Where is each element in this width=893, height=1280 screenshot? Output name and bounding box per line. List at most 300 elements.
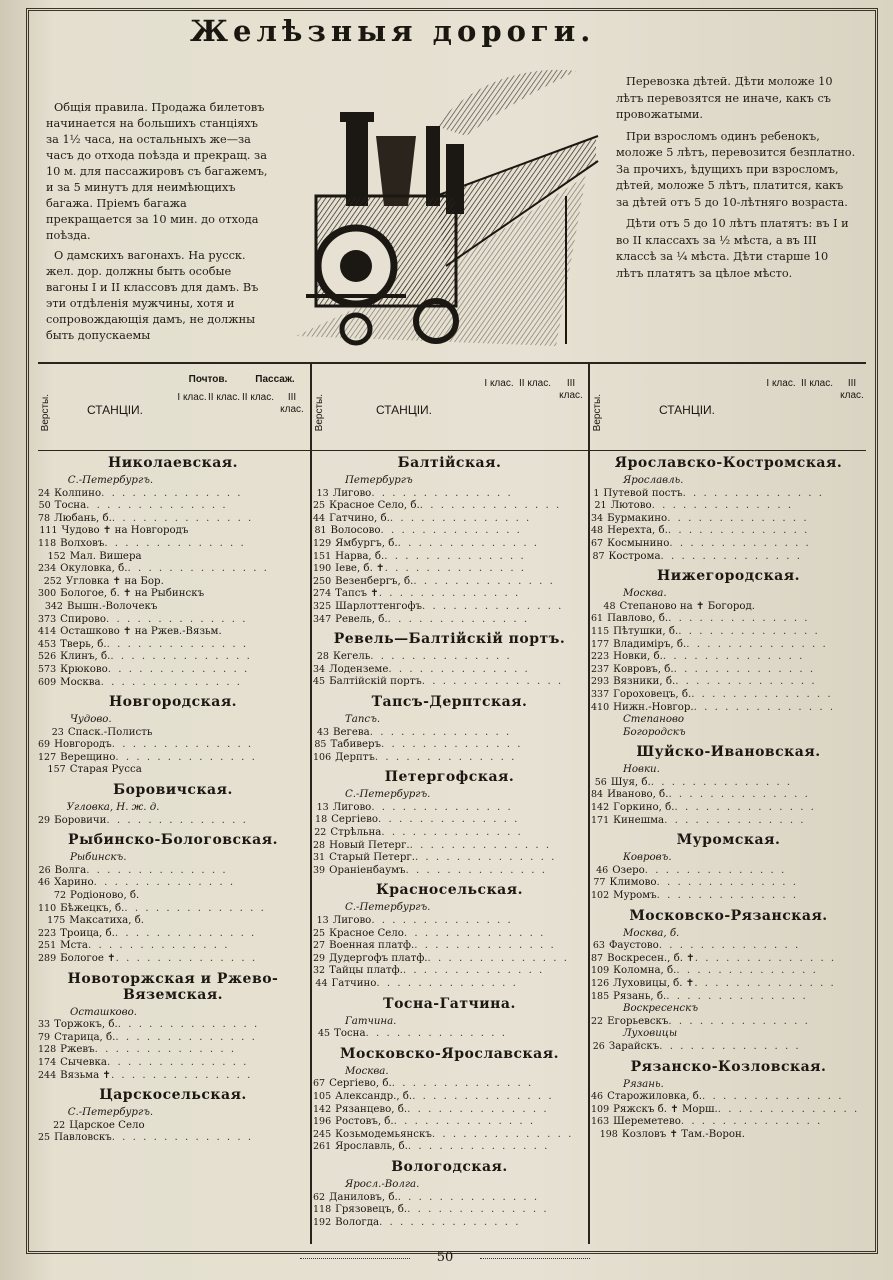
- railway-section-title: Новоторжская и Ржево-Вяземская.: [67, 970, 279, 1003]
- distance-versts: 24: [38, 487, 51, 499]
- railway-section-title: Петергофская.: [384, 769, 515, 786]
- distance-versts: 142: [313, 1103, 332, 1115]
- class-3-header: III клас.: [840, 378, 864, 401]
- locomotive-engraving: [286, 66, 606, 356]
- station-row: [313, 714, 586, 727]
- station-name: Мал. Вишера: [69, 550, 142, 562]
- station-name: Шуя, б.: [610, 776, 651, 788]
- distance-versts: 63: [592, 940, 605, 952]
- timetable-column-2: [313, 450, 586, 1229]
- distance-versts: 1: [593, 487, 600, 499]
- station-name: Лигово: [332, 487, 372, 499]
- station-name: Даниловъ, б.: [329, 1191, 398, 1203]
- leader-dots: . . . . . . . . . . . . . .: [431, 1128, 574, 1140]
- station-name: Лигово: [332, 915, 372, 927]
- station-name: Волховъ: [60, 537, 105, 549]
- distance-versts: 29: [38, 814, 51, 826]
- ladies-cars-paragraph: О дамскихъ вагонахъ. На русск. жел. дор. должны быть особые вагоны I и II классовъ для дамъ. Въ эти отдѣленія мужчины, хотя и сопровождающія дамъ, не должны быть допускаемы: [46, 249, 259, 342]
- station-name: Бурмакино: [607, 512, 668, 524]
- station-row: [591, 1091, 866, 1104]
- leader-dots: . . . . . . . . . . . . . .: [668, 789, 810, 801]
- leader-dots: . . . . . . . . . . . . . .: [421, 676, 564, 688]
- class-3-header: III клас.: [559, 378, 583, 401]
- distance-versts: 609: [38, 676, 57, 688]
- station-row: [591, 940, 866, 953]
- station-row: [591, 639, 866, 652]
- station-name: Шарлоттенгофъ: [335, 600, 422, 612]
- distance-versts: 13: [316, 801, 329, 813]
- leader-dots: . . . . . . . . . . . . . .: [381, 739, 523, 751]
- station-name: Сергіево: [331, 814, 378, 826]
- leader-dots: . . . . . . . . . . . . . .: [675, 676, 817, 688]
- station-name: Бологое, б. ✝ на Рыбинскъ: [60, 588, 205, 600]
- station-name: Гатчина.: [345, 1015, 397, 1027]
- station-name: Крюково: [60, 663, 108, 675]
- distance-versts: 573: [38, 663, 57, 675]
- station-name: Харино: [54, 877, 94, 889]
- station-row: [591, 802, 866, 815]
- versty-header: Версты.: [592, 394, 603, 432]
- versty-header: Версты.: [40, 394, 51, 432]
- station-name: Ржевъ: [60, 1044, 95, 1056]
- table-top-rule: [38, 362, 866, 364]
- station-name: Ковровъ, б.: [613, 663, 674, 675]
- distance-versts: 13: [316, 487, 329, 499]
- station-row: [38, 1120, 308, 1133]
- station-row: [591, 500, 866, 513]
- distance-versts: 223: [591, 651, 610, 663]
- station-name: Іеве, б. ✝: [335, 563, 385, 575]
- stations-header: СТАНЦІИ.: [86, 403, 144, 417]
- station-row: [38, 714, 308, 727]
- station-name: Вегева: [333, 726, 370, 738]
- station-name: Ковровъ.: [623, 852, 672, 864]
- leader-dots: . . . . . . . . . . . . . .: [419, 500, 562, 512]
- leader-dots: . . . . . . . . . . . . . .: [414, 852, 557, 864]
- table-header-2: [314, 368, 586, 450]
- distance-versts: 18: [315, 814, 328, 826]
- station-row: [591, 953, 866, 966]
- station-name: Нерехта, б.: [607, 525, 668, 537]
- distance-versts: 373: [38, 613, 57, 625]
- station-row: [591, 815, 866, 828]
- children-transport-text: [616, 74, 856, 287]
- station-row: [38, 576, 308, 589]
- station-name: Волга: [54, 864, 87, 876]
- distance-versts: 85: [314, 739, 327, 751]
- station-name: Богородскъ: [623, 726, 686, 738]
- timetable-column-3: [591, 450, 866, 1142]
- station-name: Рыбинскъ.: [70, 852, 127, 864]
- leader-dots: . . . . . . . . . . . . . .: [365, 1028, 507, 1040]
- station-name: Кинешма: [613, 814, 665, 826]
- distance-versts: 25: [313, 500, 326, 512]
- column-separator-1: [310, 364, 312, 1244]
- station-row: [313, 676, 586, 689]
- distance-versts: 27: [313, 940, 326, 952]
- station-name: Тапсъ.: [345, 713, 381, 725]
- station-name: Ямбургъ, б.: [335, 537, 398, 549]
- station-name: С.-Петербургъ.: [67, 475, 154, 486]
- leader-dots: . . . . . . . . . . . . . .: [656, 890, 799, 902]
- station-row: [591, 1041, 866, 1054]
- station-row: [313, 827, 586, 840]
- station-row: [313, 752, 586, 765]
- leader-dots: . . . . . . . . . . . . . .: [371, 801, 513, 813]
- station-name: Вязьма ✝: [60, 1069, 111, 1081]
- postal-header: Почтов.: [188, 374, 228, 385]
- distance-versts: 28: [313, 839, 326, 851]
- distance-versts: 33: [38, 1019, 51, 1031]
- station-name: Гороховецъ, б.: [613, 688, 692, 700]
- station-row: [38, 815, 308, 828]
- distance-versts: 79: [38, 1031, 51, 1043]
- station-name: Москва.: [345, 1065, 389, 1077]
- railway-section-title: Ревель—Балтійскій портъ.: [333, 631, 566, 648]
- leader-dots: . . . . . . . . . . . . . .: [374, 751, 517, 763]
- station-row: [313, 538, 586, 551]
- station-row: [313, 1078, 586, 1091]
- station-name: Грязовецъ, б.: [335, 1204, 408, 1216]
- station-name: Рязань, б.: [613, 990, 667, 1002]
- station-row: [313, 1104, 586, 1117]
- distance-versts: 78: [38, 512, 51, 524]
- leader-dots: . . . . . . . . . . . . . .: [658, 940, 801, 952]
- station-name: Старая Русса: [69, 764, 142, 776]
- class-2-header: II клас.: [801, 378, 833, 389]
- station-row: [591, 1028, 866, 1041]
- leader-dots: . . . . . . . . . . . . . .: [667, 512, 809, 524]
- distance-versts: 111: [39, 525, 58, 537]
- leader-dots: . . . . . . . . . . . . . .: [686, 638, 828, 650]
- versty-header: Версты.: [314, 394, 325, 432]
- station-row: [38, 890, 308, 903]
- distance-versts: 105: [313, 1090, 332, 1102]
- distance-versts: 410: [591, 701, 610, 713]
- station-name: Ораніенбаумъ: [329, 864, 406, 876]
- station-row: [38, 626, 308, 639]
- station-name: Колпино: [54, 487, 102, 499]
- station-name: Дерптъ: [335, 751, 375, 763]
- distance-versts: 526: [38, 651, 57, 663]
- leader-dots: . . . . . . . . . . . . . .: [407, 1103, 549, 1115]
- station-row: [591, 978, 866, 991]
- station-name: Коломна, б.: [613, 965, 677, 977]
- page-title: Желѣзныя дороги.: [190, 14, 596, 48]
- distance-versts: 61: [591, 613, 604, 625]
- distance-versts: 22: [314, 827, 327, 839]
- leader-dots: . . . . . . . . . . . . . .: [674, 802, 816, 814]
- distance-versts: 34: [313, 663, 326, 675]
- leader-dots: . . . . . . . . . . . . . .: [717, 1103, 860, 1115]
- passenger-header: Пассаж.: [255, 374, 295, 385]
- station-name: Кегель: [332, 651, 371, 663]
- station-name: Нарва, б.: [335, 550, 385, 562]
- station-row: [313, 513, 586, 526]
- leader-dots: . . . . . . . . . . . . . .: [669, 537, 811, 549]
- station-row: [313, 1179, 586, 1192]
- distance-versts: 245: [313, 1128, 332, 1140]
- leader-dots: . . . . . . . . . . . . . .: [106, 1056, 249, 1068]
- station-row: [38, 475, 308, 488]
- railway-section-title: Ярославско-Костромская.: [614, 455, 843, 471]
- leader-dots: . . . . . . . . . . . . . .: [412, 1090, 554, 1102]
- station-name: Александр., б.: [335, 1090, 413, 1102]
- station-row: [38, 1132, 308, 1145]
- leader-dots: . . . . . . . . . . . . . .: [387, 613, 530, 625]
- leader-dots: [139, 890, 140, 903]
- distance-versts: 198: [599, 1128, 618, 1140]
- station-row: [591, 702, 866, 715]
- station-name: Ростовъ, б.: [335, 1116, 394, 1128]
- station-name: Красное Село, б.: [329, 500, 420, 512]
- station-name: Тверь, б.: [60, 638, 107, 650]
- station-row: [38, 677, 308, 690]
- station-row: [313, 1116, 586, 1129]
- station-row: [38, 940, 308, 953]
- station-name: Путевой постъ: [603, 487, 683, 499]
- distance-versts: 174: [38, 1056, 57, 1068]
- railway-section-title: Царскосельская.: [99, 1087, 247, 1104]
- leader-dots: . . . . . . . . . . . . . .: [682, 487, 825, 499]
- station-row: [313, 1141, 586, 1154]
- distance-versts: 106: [313, 751, 332, 763]
- leader-dots: . . . . . . . . . . . . . .: [106, 613, 248, 625]
- station-row: [38, 525, 308, 538]
- station-name: Родіоново, б.: [70, 890, 140, 902]
- railway-section-title: Николаевская.: [107, 455, 239, 471]
- station-row: [38, 500, 308, 513]
- station-name: Шереметево: [613, 1116, 681, 1128]
- distance-versts: 72: [53, 890, 66, 902]
- station-row: [313, 940, 586, 953]
- table-header-3: [592, 368, 866, 450]
- station-name: Москва: [60, 676, 101, 688]
- leader-dots: . . . . . . . . . . . . . .: [660, 550, 802, 562]
- station-row: [591, 714, 866, 727]
- station-name: Козловъ ✝ Там.-Ворон.: [621, 1128, 746, 1140]
- station-row: [591, 538, 866, 551]
- leader-dots: . . . . . . . . . . . . . .: [414, 940, 556, 952]
- station-row: [313, 664, 586, 677]
- distance-versts: 300: [38, 588, 57, 600]
- station-name: Торжокъ, б.: [54, 1019, 118, 1031]
- station-row: [38, 953, 308, 966]
- station-row: [591, 626, 866, 639]
- distance-versts: 109: [591, 965, 610, 977]
- distance-versts: 157: [47, 764, 66, 776]
- station-row: [591, 664, 866, 677]
- station-name: Угловка, Н. ж. д.: [66, 802, 160, 814]
- leader-dots: . . . . . . . . . . . . . .: [107, 663, 250, 675]
- station-row: [313, 1204, 586, 1217]
- station-name: Вязники, б.: [613, 676, 676, 688]
- class-1-header: I клас.: [177, 392, 207, 403]
- station-row: [591, 789, 866, 802]
- leader-dots: . . . . . . . . . . . . . .: [115, 751, 257, 763]
- distance-versts: 337: [591, 688, 610, 700]
- station-row: [591, 525, 866, 538]
- station-row: [313, 500, 586, 513]
- station-name: С.-Петербургъ.: [345, 902, 431, 914]
- railway-section-title: Московско-Ярославская.: [340, 1045, 559, 1062]
- station-name: Новгородъ: [54, 739, 112, 751]
- distance-versts: 21: [594, 500, 607, 512]
- station-row: [38, 538, 308, 551]
- distance-versts: 190: [313, 563, 332, 575]
- station-row: [38, 651, 308, 664]
- distance-versts: 185: [591, 990, 610, 1002]
- distance-versts: 26: [592, 1040, 605, 1052]
- leader-dots: . . . . . . . . . . . . . .: [391, 1078, 534, 1090]
- station-row: [313, 1028, 586, 1041]
- station-row: [38, 601, 308, 614]
- distance-versts: 152: [47, 550, 66, 562]
- distance-versts: 28: [316, 651, 329, 663]
- station-row: [591, 601, 866, 614]
- station-name: Новки, б.: [613, 651, 663, 663]
- station-row: [313, 563, 586, 576]
- station-name: Новый Петерг.: [329, 839, 410, 851]
- station-row: [38, 802, 308, 815]
- leader-dots: . . . . . . . . . . . . . .: [371, 487, 513, 499]
- station-name: Гатчино: [331, 978, 377, 989]
- station-row: [591, 991, 866, 1004]
- station-row: [591, 865, 866, 878]
- class-2-header: II клас.: [208, 392, 240, 403]
- distance-versts: 46: [596, 864, 609, 876]
- leader-dots: . . . . . . . . . . . . . .: [110, 1069, 253, 1081]
- station-name: Старица, б.: [54, 1031, 116, 1043]
- station-name: Воскресенскъ: [623, 1003, 698, 1015]
- distance-versts: 234: [38, 563, 57, 575]
- page-number: 50: [300, 1250, 590, 1265]
- station-row: [591, 689, 866, 702]
- distance-versts: 13: [316, 915, 329, 927]
- station-name: Спирово: [60, 613, 107, 625]
- station-name: Любань, б.: [54, 512, 112, 524]
- station-row: [313, 852, 586, 865]
- leader-dots: . . . . . . . . . . . . . .: [659, 1040, 801, 1052]
- distance-versts: 453: [38, 638, 57, 650]
- station-row: [313, 978, 586, 991]
- station-row: [38, 1007, 308, 1020]
- leader-dots: . . . . . . . . . . . . . .: [106, 814, 248, 826]
- class-3-header: III клас.: [280, 392, 304, 415]
- station-row: [38, 488, 308, 501]
- station-row: [313, 601, 586, 614]
- station-row: [38, 1019, 308, 1032]
- distance-versts: 118: [38, 537, 57, 549]
- distance-versts: 110: [38, 902, 57, 914]
- leader-dots: . . . . . . . . . . . . . .: [111, 1132, 254, 1144]
- railway-section-title: Балтійская.: [397, 455, 502, 471]
- distance-versts: 250: [313, 575, 332, 587]
- distance-versts: 342: [44, 600, 63, 612]
- leader-dots: . . . . . . . . . . . . . .: [115, 1031, 257, 1043]
- station-row: [313, 475, 586, 488]
- station-name: Ревель, б.: [335, 613, 388, 625]
- station-row: [591, 1104, 866, 1117]
- leader-dots: . . . . . . . . . . . . . .: [650, 776, 793, 788]
- station-name: Боровичи: [54, 814, 107, 826]
- station-row: [313, 965, 586, 978]
- station-name: Тосна: [334, 1028, 366, 1040]
- station-row: [38, 1057, 308, 1070]
- leader-dots: . . . . . . . . . . . . . .: [110, 651, 252, 663]
- distance-versts: 102: [591, 890, 610, 902]
- leader-dots: . . . . . . . . . . . . . .: [371, 915, 513, 927]
- leader-dots: . . . . . . . . . . . . . .: [384, 550, 526, 562]
- leader-dots: . . . . . . . . . . . . . .: [427, 952, 569, 964]
- station-name: Тапсъ ✝: [335, 588, 379, 600]
- class-1-header: I клас.: [484, 378, 514, 389]
- station-row: [313, 902, 586, 915]
- station-row: [38, 903, 308, 916]
- leader-dots: . . . . . . . . . . . . . .: [111, 512, 254, 524]
- distance-versts: 34: [591, 512, 604, 524]
- station-row: [591, 613, 866, 626]
- station-name: Сычевка: [60, 1056, 107, 1068]
- station-row: [313, 488, 586, 501]
- station-name: Везенбергъ, б.: [335, 575, 414, 587]
- station-row: [591, 488, 866, 501]
- station-name: Красное Село: [329, 927, 404, 939]
- leader-dots: . . . . . . . . . . . . . .: [388, 663, 530, 675]
- distance-versts: 192: [313, 1216, 332, 1228]
- station-name: Павлово, б.: [607, 613, 669, 625]
- station-name: Космынино: [607, 537, 670, 549]
- leader-dots: . . . . . . . . . . . . . .: [676, 965, 818, 977]
- leader-dots: . . . . . . . . . . . . . .: [421, 600, 564, 612]
- station-name: Новки.: [623, 764, 660, 776]
- station-row: [313, 727, 586, 740]
- leader-dots: . . . . . . . . . . . . . .: [93, 877, 236, 889]
- distance-versts: 289: [38, 953, 57, 964]
- station-name: Гатчино, б.: [329, 512, 390, 524]
- station-row: [38, 865, 308, 878]
- station-row: [591, 475, 866, 488]
- station-row: [313, 1217, 586, 1230]
- station-row: [38, 739, 308, 752]
- station-name: Сергіево, б.: [329, 1078, 392, 1090]
- leader-dots: . . . . . . . . . . . . . .: [381, 827, 523, 839]
- distance-versts: 293: [591, 676, 610, 688]
- station-name: Волосово: [330, 525, 381, 537]
- distance-versts: 325: [313, 600, 332, 612]
- leader-dots: . . . . . . . . . . . . . .: [88, 940, 230, 952]
- station-name: Муромъ: [613, 890, 657, 902]
- station-name: С.-Петербургъ.: [345, 789, 431, 801]
- leader-dots: . . . . . . . . . . . . . .: [369, 726, 512, 738]
- distance-versts: 171: [591, 814, 610, 826]
- leader-dots: . . . . . . . . . . . . . .: [100, 676, 243, 688]
- station-name: Иваново, б.: [607, 789, 669, 801]
- station-name: Фаустово: [608, 940, 659, 952]
- station-row: [313, 840, 586, 853]
- leader-dots: . . . . . . . . . . . . . .: [397, 537, 540, 549]
- timetable-column-1: [38, 450, 308, 1145]
- distance-versts: 244: [38, 1069, 57, 1081]
- station-row: [591, 727, 866, 740]
- station-row: [591, 651, 866, 664]
- station-row: [591, 676, 866, 689]
- distance-versts: 251: [38, 940, 57, 952]
- station-name: Озеро: [612, 864, 645, 876]
- distance-versts: 118: [313, 1204, 332, 1216]
- distance-versts: 50: [38, 500, 51, 512]
- station-row: [313, 739, 586, 752]
